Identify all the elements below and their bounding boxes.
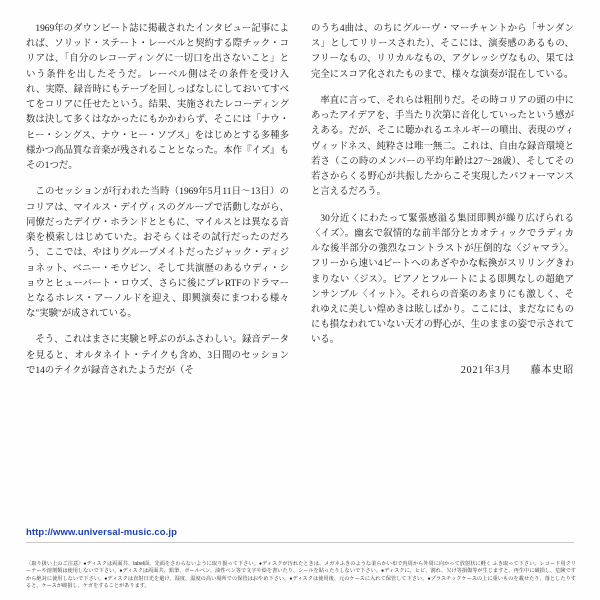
divider-rule: [26, 542, 574, 543]
publisher-url[interactable]: http://www.universal-music.co.jp: [26, 527, 178, 538]
handling-notice-text: 〈取り扱い上のご注意〉●ディスクは両面共、label面、先面をさわらないように取り扱って下さい。●ディスクが汚れたときは、メガネふきのような柔らかい布で内周から外周に向かって放射状に軽く ふき取って下さい。レコード用クリーナーや溶剤類は使用しないで下さい。●ディスクは両面共、鉛筆、ボールペン、油性ペン等で文字や絵を書いたり、シールを貼ったりしないで下さい。●ディスクに、ヒビ、割れ、欠け等損傷等が生じますと、再生中に破損し、危険ですから絶対に使用しないで下さい。●ディスクは直射日光を避け、湿度、温度の高い場所での保管はおやめ下さい。●ディスクは使用後、元のケースに入れて保管して下さい。●プラスチックケースの上に重いものを載せたり、落としたりすると、ケースが破損し、ケガをすることがあります。: [26, 560, 576, 590]
signature-block: [311, 363, 574, 379]
left-column: [26, 22, 289, 487]
signature-author: 藤本史昭: [530, 364, 574, 376]
paragraph: 1969年のダウンビート誌に掲載されたインタビュー記事によれば、ソリッド・ステート・レーベルと契約する際チック・コリアは、「自分のレコーディングに一切口を出さないこと」という条件を出したそうだ。レーベル側はその条件を受け入れ、実際、録音時にもテープを回しっぱなしにしておいてすべてをコリアに任せたという。結果、実施されたレコーディング数は決して多くはなかったにもかかわらず、そこには「ナウ・ヒー・シングス、ナウ・ヒー・ソブス」をはじめとする多種多様かつ高品質な音楽が残されることとなった。本作『イズ』もその1つだ。: [26, 24, 289, 172]
paragraph: のうち4曲は、のちにグルーヴ・マーチャントから「サンダンス」としてリリースされた）、そこには、演奏感のあるもの、フリーなもの、リリカルなもの、アグレッシヴなもの、果ては完全にスコア化されたものまで、様々な演奏が混在している。: [311, 24, 574, 80]
handling-notice: [26, 561, 576, 592]
paragraph: このセッションが行われた当時（1969年5月11日〜13日）のコリアは、マイルス・デイヴィスのグループで活動しながら、同僚だったデイヴ・ホランドとともに、マイルスとは異なる音楽を模索しはじめていた。おそらくはその試行だったのだろう、ここでは、やはりグループメイトだったジャック・ディジョネット、ベニー・モウピン、そして共演歴のあるウディ・ショウとヒューバート・ロウズ、さらに後にプレRTFのドラマーとなるホレス・アーノルドを迎え、即興演奏にまつわる様々な"実験"が成されている。: [26, 187, 289, 320]
right-column: [311, 22, 574, 487]
paragraph: 30分近くにわたって緊張感溢る集団即興が繰り広げられる〈イズ〉。幽玄で叙情的な前半部分とカオティックでラディカルな後半部分の強烈なコントラストが圧倒的な〈ジャマラ〉。フリーから速い4ビートへのあざやかな転換がスリリングきわまりない〈ジス〉。ピアノとフルートによる即興なしの超絶アンサンブル〈イット〉。それらの音楽のあまりにも激しく、それゆえに美しい煌めきは眩しばかり。ここには、まだなにものにも損なわれていない天才の野心が、生のままの姿で示されている。: [311, 213, 574, 346]
text-columns: [26, 22, 574, 487]
paragraph: そう、これはまさに実験と呼ぶのがふさわしい。録音データを見ると、オルタネイト・テイクも含め、3日間のセッションで14のテイクが録音されたようだが（そ: [26, 335, 289, 376]
signature-date: 2021年3月: [460, 364, 512, 376]
paragraph: 率直に言って、それらは粗削りだ。その時コリアの頭の中にあったアイデアを、手当たり次第に音化していったという感がえある。だが、そこに聴かれるエネルギーの噴出、表現のヴィヴィッドネス、純粋さは唯一無二。これは、自由な録音環境と若さ（この時のメンバーの平均年齢は27〜28歳）、そしてその若さからくる野心が共振したからこそ実現したパフォーマンスと言えるだろう。: [311, 95, 574, 198]
